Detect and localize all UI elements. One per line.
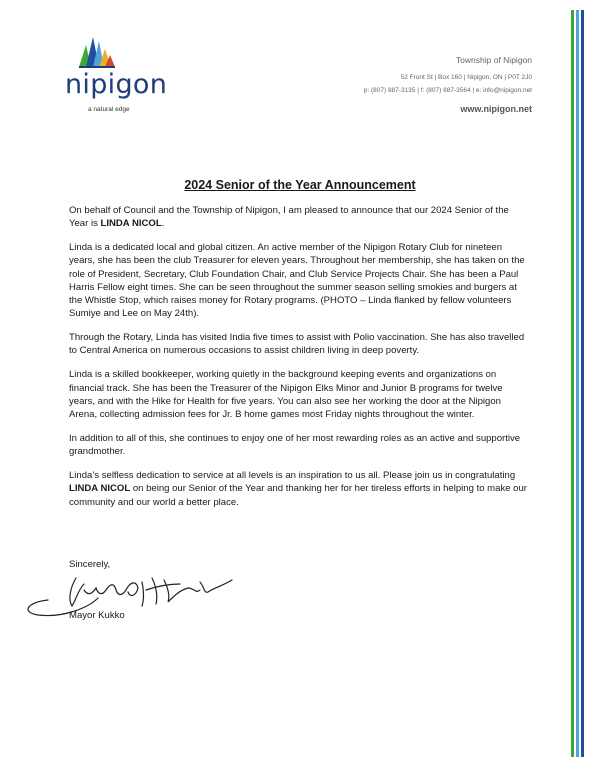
letterhead-org: Township of Nipigon — [455, 55, 532, 65]
paragraph-1 — [69, 204, 529, 230]
paragraph-5: In addition to all of this, she continues to enjoy one of her most rewarding roles as an active and supportive grandmother. — [69, 433, 521, 458]
closing: Sincerely, — [69, 559, 111, 570]
letterhead-phone-email: p: (807) 887-3135 | f: (807) 887-3564 | e: info@nipigon.net — [363, 87, 532, 94]
stripe-green — [571, 10, 574, 757]
honoree-name: LINDA NICOL — [69, 483, 131, 495]
logo-wordmark: nipigon — [65, 69, 168, 100]
honoree-name: LINDA NICOL — [100, 218, 162, 230]
paragraph-3: Through the Rotary, Linda has visited India five times to assist with Polio vaccination. She has also travelled to Central America on numerous occasions to assist children living in deep poverty. — [69, 332, 525, 357]
paragraph-2: Linda is a dedicated local and global citizen. An active member of the Nipigon Rotary Club for nineteen years, she has been the club Treasurer for eleven years. Throughout her membership, she has taken on the role of President, Secretary, Club Foundation Chair, and Club Service Projects Chair. She has been a Paul Harris Fellow eight times. She can be seen throughout the summer season selling smokies and burgers at the Whistle Stop, which raises money for Rotary programs. (PHOTO – Linda flanked by fellow volunteers Sumiye and Lee on May 24th). — [69, 242, 525, 320]
letter-body — [69, 204, 529, 520]
stripe-dark-blue — [581, 10, 584, 757]
paragraph-1-text: On behalf of Council and the Township of Nipigon, I am pleased to announce that our 2024 Senior of the Year is — [69, 205, 509, 230]
paragraph-1-end: . — [161, 218, 165, 230]
logo-tagline: a natural edge — [88, 106, 130, 113]
letterhead-website: www.nipigon.net — [460, 104, 532, 114]
paragraph-6-end: on being our Senior of the Year and thanking her for her tireless efforts in helping to make our community and our world a better place. — [69, 483, 527, 508]
handwritten-signature — [18, 560, 238, 622]
nipigon-logo — [65, 33, 168, 123]
stripe-light-blue — [576, 10, 579, 757]
paragraph-6 — [69, 469, 529, 509]
paragraph-6-text: Linda’s selfless dedication to service at all levels is an inspiration to us all. Please join us in congratulating — [69, 470, 516, 482]
signatory: Mayor Kukko — [69, 610, 125, 621]
paragraph-4: Linda is a skilled bookkeeper, working quietly in the background keeping events and organizations on financial track. She has been the Treasurer of the Nipigon Elks Minor and Junior B programs for twelve years, and with the Hike for Health for five years. You can also see her working the door at the Nipigon Arena, collecting admission fees for Jr. B home games most Friday nights throughout the winter. — [69, 369, 503, 421]
letterhead-address: 52 Front St | Box 160 | Nipigon, ON | P0T 2J0 — [400, 74, 532, 81]
mountain-logo-icon — [77, 33, 119, 69]
page-title: 2024 Senior of the Year Announcement — [184, 178, 416, 192]
letterhead-contact — [364, 55, 532, 114]
